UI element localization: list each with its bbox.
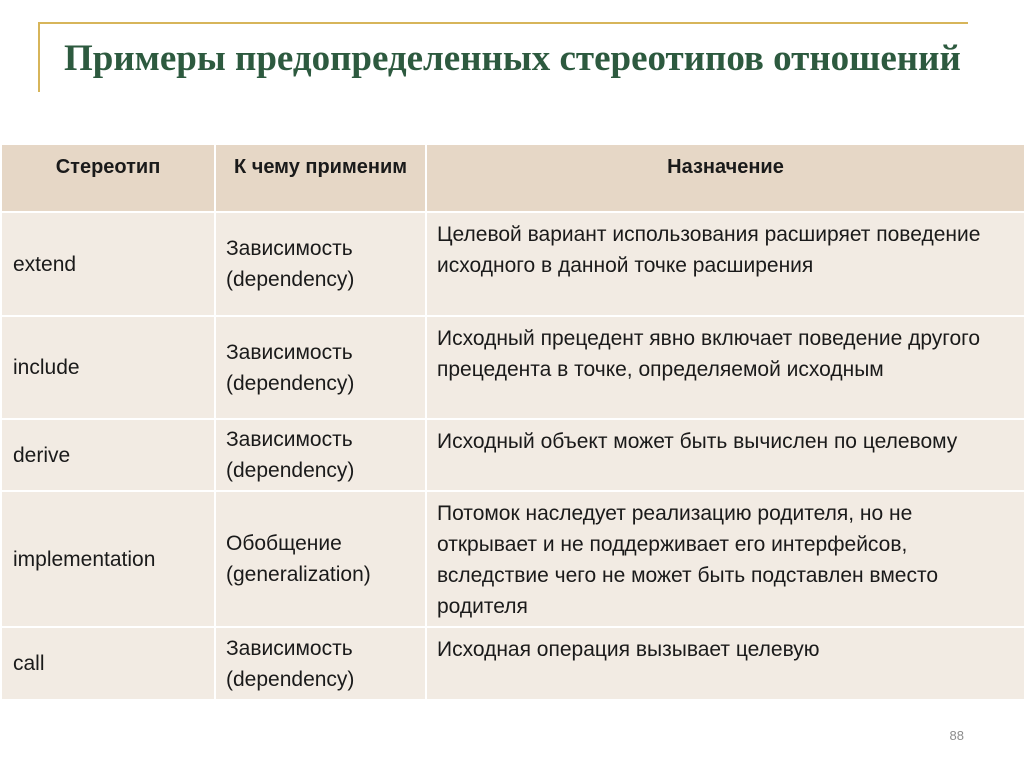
title-top-rule: [38, 22, 968, 24]
cell-applies-to: Зависимость (dependency): [215, 419, 426, 491]
stereotypes-table: [0, 143, 1024, 701]
table-row: [1, 627, 1024, 700]
cell-stereotype: include: [1, 316, 215, 419]
cell-purpose: Потомок наследует реализацию родителя, но не открывает и не поддерживает его интерфейсов, вследствие чего не может быть подставлен вместо родителя: [426, 491, 1024, 627]
header-applies-to: К чему применим: [215, 144, 426, 212]
table-row: [1, 316, 1024, 419]
cell-applies-to: Зависимость (dependency): [215, 316, 426, 419]
cell-applies-to: Обобщение (generalization): [215, 491, 426, 627]
page-number: 88: [949, 728, 964, 743]
cell-purpose: Исходная операция вызывает целевую: [426, 627, 1024, 700]
cell-applies-to: Зависимость (dependency): [215, 627, 426, 700]
slide-title: Примеры предопределенных стереотипов отношений: [64, 38, 961, 79]
cell-purpose: Исходный объект может быть вычислен по целевому: [426, 419, 1024, 491]
cell-applies-to: Зависимость (dependency): [215, 212, 426, 316]
cell-stereotype: call: [1, 627, 215, 700]
header-stereotype: Стереотип: [1, 144, 215, 212]
title-side-rule: [38, 22, 40, 92]
table-row: [1, 212, 1024, 316]
header-purpose: Назначение: [426, 144, 1024, 212]
table-row: [1, 491, 1024, 627]
cell-stereotype: extend: [1, 212, 215, 316]
cell-purpose: Исходный прецедент явно включает поведение другого прецедента в точке, определяемой исходным: [426, 316, 1024, 419]
table-header-row: [1, 144, 1024, 212]
table-row: [1, 419, 1024, 491]
cell-stereotype: implementation: [1, 491, 215, 627]
cell-purpose: Целевой вариант использования расширяет поведение исходного в данной точке расширения: [426, 212, 1024, 316]
cell-stereotype: derive: [1, 419, 215, 491]
